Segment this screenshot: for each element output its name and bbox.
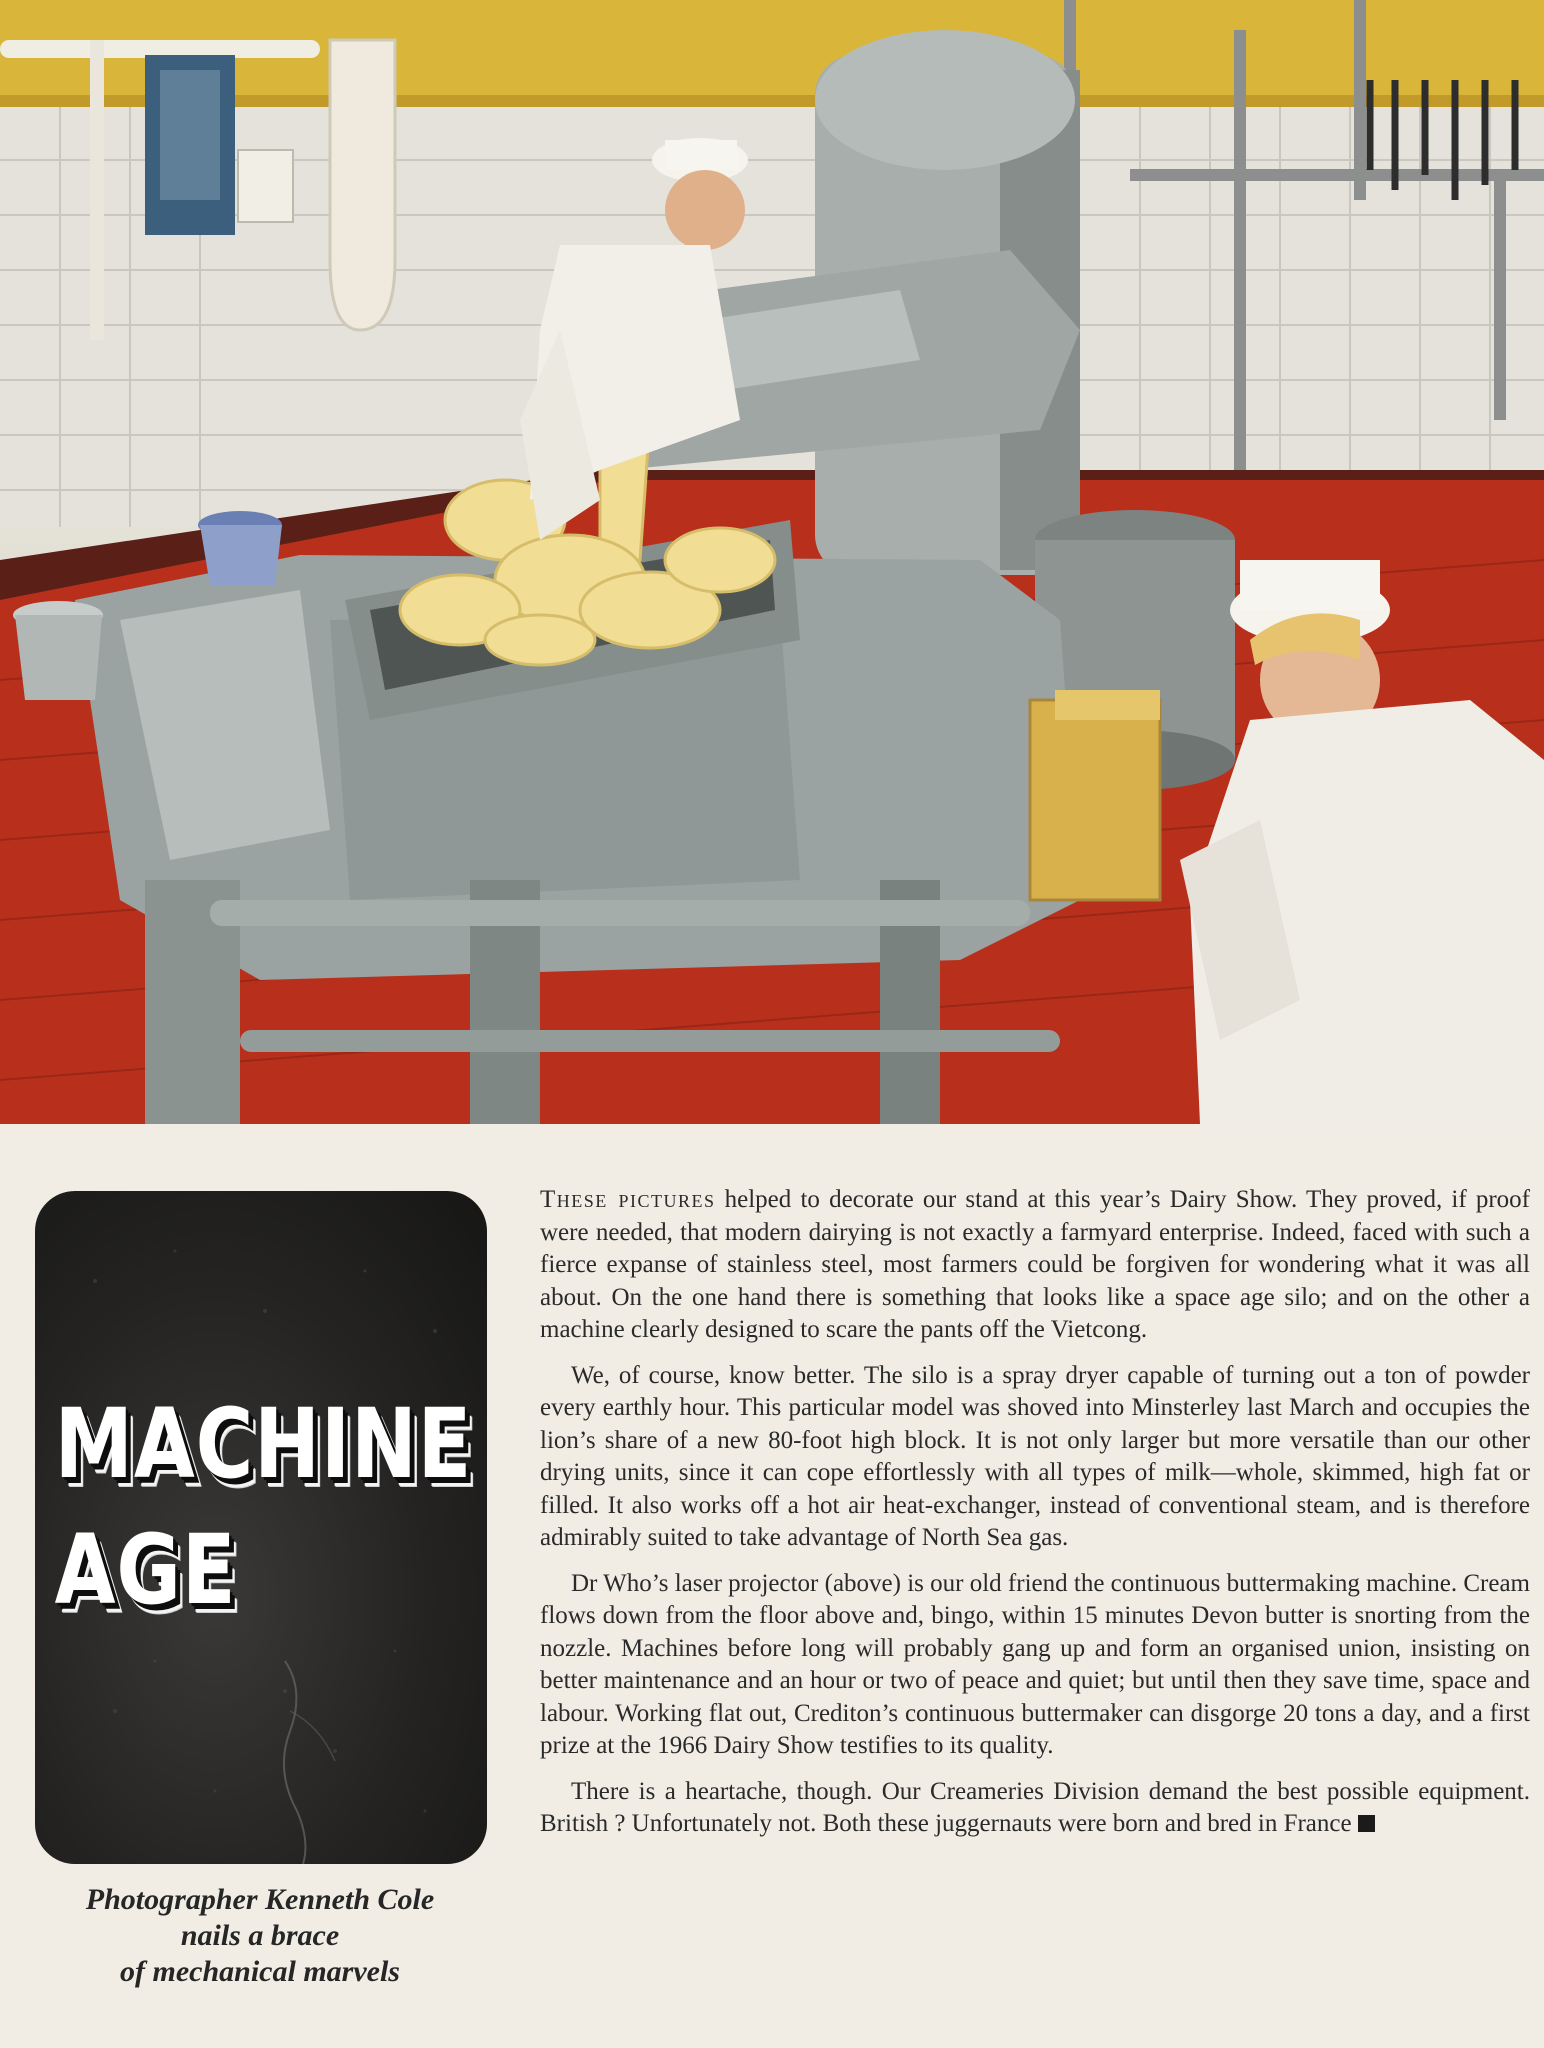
article-paragraph-2: We, of course, know better. The silo is a spray dryer capable of turning out a ton of powder every earthly hour. This particular model was shoved into Minsterley last March and occupies the lion’s share of a new 80-foot high block. It is not only larger but more versatile than our other drying units, since it can cope effortlessly with all types of milk—whole, skimmed, high fat or filled. It also works off a hot air heat-exchanger, instead of conventional steam, and is therefore admirably suited to take advantage of North Sea gas. bbox=[540, 1361, 1530, 1551]
article-paragraph-3: Dr Who’s laser projector (above) is our old friend the continuous buttermaking machine. Cream flows down from the floor above and, bingo, within 15 minutes Devon butter is snorting from the nozzle. Machines before long will probably gang up and form an organised union, insisting on better maintenance and an hour or two of peace and quiet; but until then they save time, space and labour. Working flat out, Crediton’s continuous buttermaker can disgorge 20 tons a day, and a first prize at the 1966 Dairy Show testifies to its quality. bbox=[540, 1569, 1530, 1759]
article-paragraph-1-text: helped to decorate our stand at this year’s Dairy Show. They proved, if proof were needed, that modern dairying is not exactly a farmyard enterprise. Indeed, faced with such a fierce expanse of stainless steel, most farmers could be forgiven for wondering what it was all about. On the one hand there is something that looks like a space age silo; and on the other a machine clearly designed to scare the pants off the Vietcong. bbox=[540, 1186, 1530, 1343]
article-paragraph-4 bbox=[540, 1776, 1530, 1841]
article-paragraph-1 bbox=[540, 1184, 1530, 1347]
article-section bbox=[0, 1124, 1544, 2048]
article-lead-in: These pictures bbox=[540, 1186, 716, 1213]
caption-line1: Photographer Kenneth Cole bbox=[85, 1883, 435, 1916]
headline-line1: MACHINE bbox=[54, 1388, 473, 1500]
headline-line2: AGE bbox=[54, 1514, 237, 1626]
end-mark-icon bbox=[1358, 1815, 1375, 1832]
photo-caption bbox=[20, 1882, 500, 1990]
article-body bbox=[540, 1184, 1530, 1854]
headline bbox=[35, 1381, 473, 1633]
title-panel bbox=[35, 1191, 487, 1864]
caption-line3: of mechanical marvels bbox=[120, 1955, 400, 1988]
article-paragraph-4-text: There is a heartache, though. Our Creameries Division demand the best possible equipment. British ? Unfortunately not. Both these juggernauts were born and bred in France bbox=[540, 1777, 1530, 1837]
caption-line2: nails a brace bbox=[180, 1919, 340, 1952]
